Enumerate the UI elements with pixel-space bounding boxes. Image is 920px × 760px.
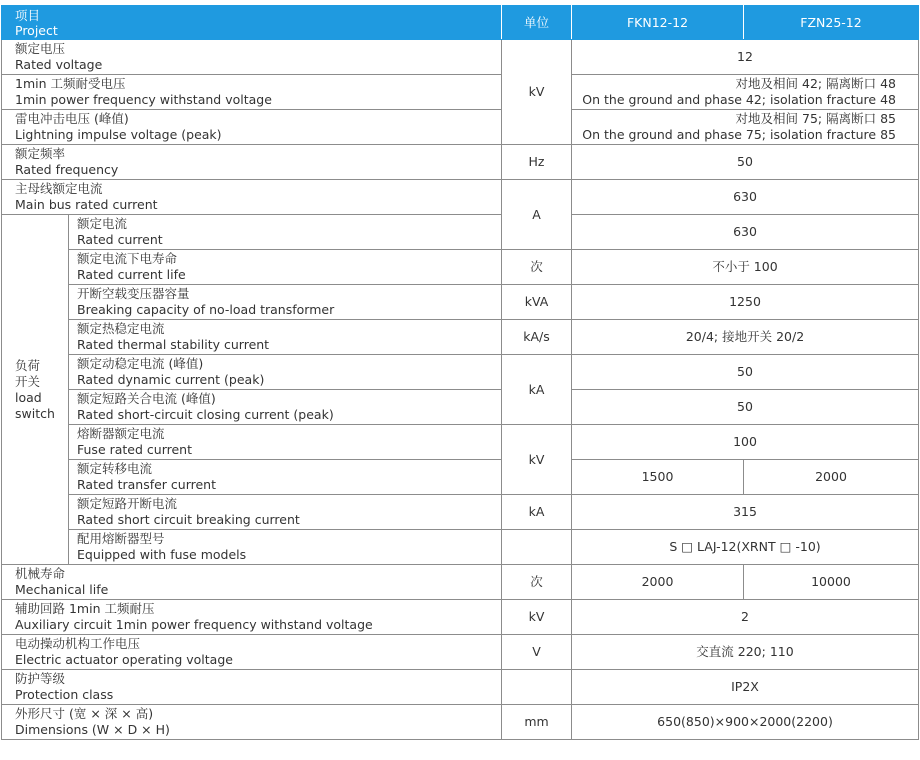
value-cell: 50 — [572, 390, 919, 425]
row-label: 额定转移电流 Rated transfer current — [69, 460, 502, 495]
value-cell: 1250 — [572, 285, 919, 320]
value-cell: 650(850)×900×2000(2200) — [572, 705, 919, 740]
unit-cell: 次 — [502, 250, 572, 285]
table-row — [2, 145, 919, 180]
value-cell: S □ LAJ-12(XRNT □ -10) — [572, 530, 919, 565]
table-row — [2, 565, 919, 600]
table-row — [2, 320, 919, 355]
table-row — [2, 390, 919, 425]
value-cell-model-1: 2000 — [572, 565, 744, 600]
unit-cell: kVA — [502, 285, 572, 320]
row-label: 雷电冲击电压 (峰值) Lightning impulse voltage (peak) — [2, 110, 502, 145]
row-label: 电动操动机构工作电压 Electric actuator operating voltage — [2, 635, 502, 670]
row-label: 额定短路关合电流 (峰值) Rated short-circuit closing current (peak) — [69, 390, 502, 425]
row-label: 额定电流下电寿命 Rated current life — [69, 250, 502, 285]
row-label: 机械寿命 Mechanical life — [2, 565, 502, 600]
table-row — [2, 670, 919, 705]
table-row — [2, 705, 919, 740]
unit-cell-empty — [502, 530, 572, 565]
spec-table — [1, 5, 919, 740]
value-cell: 交直流 220; 110 — [572, 635, 919, 670]
load-switch-label: 负荷 开关 load switch — [2, 215, 69, 565]
value-cell: 630 — [572, 215, 919, 250]
table-row — [2, 600, 919, 635]
table-row — [2, 530, 919, 565]
unit-cell: 次 — [502, 565, 572, 600]
unit-cell: kV — [502, 40, 572, 145]
row-label: 额定频率 Rated frequency — [2, 145, 502, 180]
value-cell: IP2X — [572, 670, 919, 705]
row-label: 防护等级 Protection class — [2, 670, 502, 705]
table-row — [2, 285, 919, 320]
value-cell: 50 — [572, 145, 919, 180]
table-row — [2, 355, 919, 390]
value-cell-model-1: 1500 — [572, 460, 744, 495]
row-label: 额定热稳定电流 Rated thermal stability current — [69, 320, 502, 355]
row-label: 额定动稳定电流 (峰值) Rated dynamic current (peak) — [69, 355, 502, 390]
value-cell: 50 — [572, 355, 919, 390]
value-cell: 对地及相间 42; 隔离断口 48 On the ground and phase 42; isolation fracture 48 — [572, 75, 919, 110]
value-cell-model-2: 10000 — [744, 565, 919, 600]
value-cell: 315 — [572, 495, 919, 530]
value-cell: 对地及相间 75; 隔离断口 85 On the ground and phase 75; isolation fracture 85 — [572, 110, 919, 145]
table-row — [2, 425, 919, 460]
row-label: 辅助回路 1min 工频耐压 Auxiliary circuit 1min power frequency withstand voltage — [2, 600, 502, 635]
table-row — [2, 460, 919, 495]
value-cell-model-2: 2000 — [744, 460, 919, 495]
value-cell: 12 — [572, 40, 919, 75]
value-cell: 630 — [572, 180, 919, 215]
row-label: 主母线额定电流 Main bus rated current — [2, 180, 502, 215]
value-cell: 100 — [572, 425, 919, 460]
unit-cell: kV — [502, 600, 572, 635]
unit-cell: Hz — [502, 145, 572, 180]
unit-cell: mm — [502, 705, 572, 740]
table-row — [2, 495, 919, 530]
header-unit: 单位 — [502, 6, 572, 40]
row-label: 额定电流 Rated current — [69, 215, 502, 250]
value-cell: 2 — [572, 600, 919, 635]
row-label: 额定短路开断电流 Rated short circuit breaking current — [69, 495, 502, 530]
header-model-1: FKN12-12 — [572, 6, 744, 40]
row-label: 配用熔断器型号 Equipped with fuse models — [69, 530, 502, 565]
row-label: 外形尺寸 (宽 × 深 × 高) Dimensions (W × D × H) — [2, 705, 502, 740]
header-model-2: FZN25-12 — [744, 6, 919, 40]
table-row — [2, 110, 919, 145]
row-label: 熔断器额定电流 Fuse rated current — [69, 425, 502, 460]
table-row — [2, 180, 919, 215]
table-row — [2, 40, 919, 75]
header-row — [2, 6, 919, 40]
table-row — [2, 250, 919, 285]
unit-cell: kA — [502, 355, 572, 425]
unit-cell: A — [502, 180, 572, 250]
row-label: 开断空载变压器容量 Breaking capacity of no-load transformer — [69, 285, 502, 320]
table-row — [2, 635, 919, 670]
row-label: 1min 工频耐受电压 1min power frequency withstand voltage — [2, 75, 502, 110]
table-row — [2, 75, 919, 110]
unit-cell: kA — [502, 495, 572, 530]
header-item: 项目 Project — [2, 6, 502, 40]
unit-cell: kA/s — [502, 320, 572, 355]
value-cell: 不小于 100 — [572, 250, 919, 285]
unit-cell-empty — [502, 670, 572, 705]
value-cell: 20/4; 接地开关 20/2 — [572, 320, 919, 355]
table-row — [2, 215, 919, 250]
unit-cell: V — [502, 635, 572, 670]
row-label: 额定电压 Rated voltage — [2, 40, 502, 75]
unit-cell: kV — [502, 425, 572, 495]
